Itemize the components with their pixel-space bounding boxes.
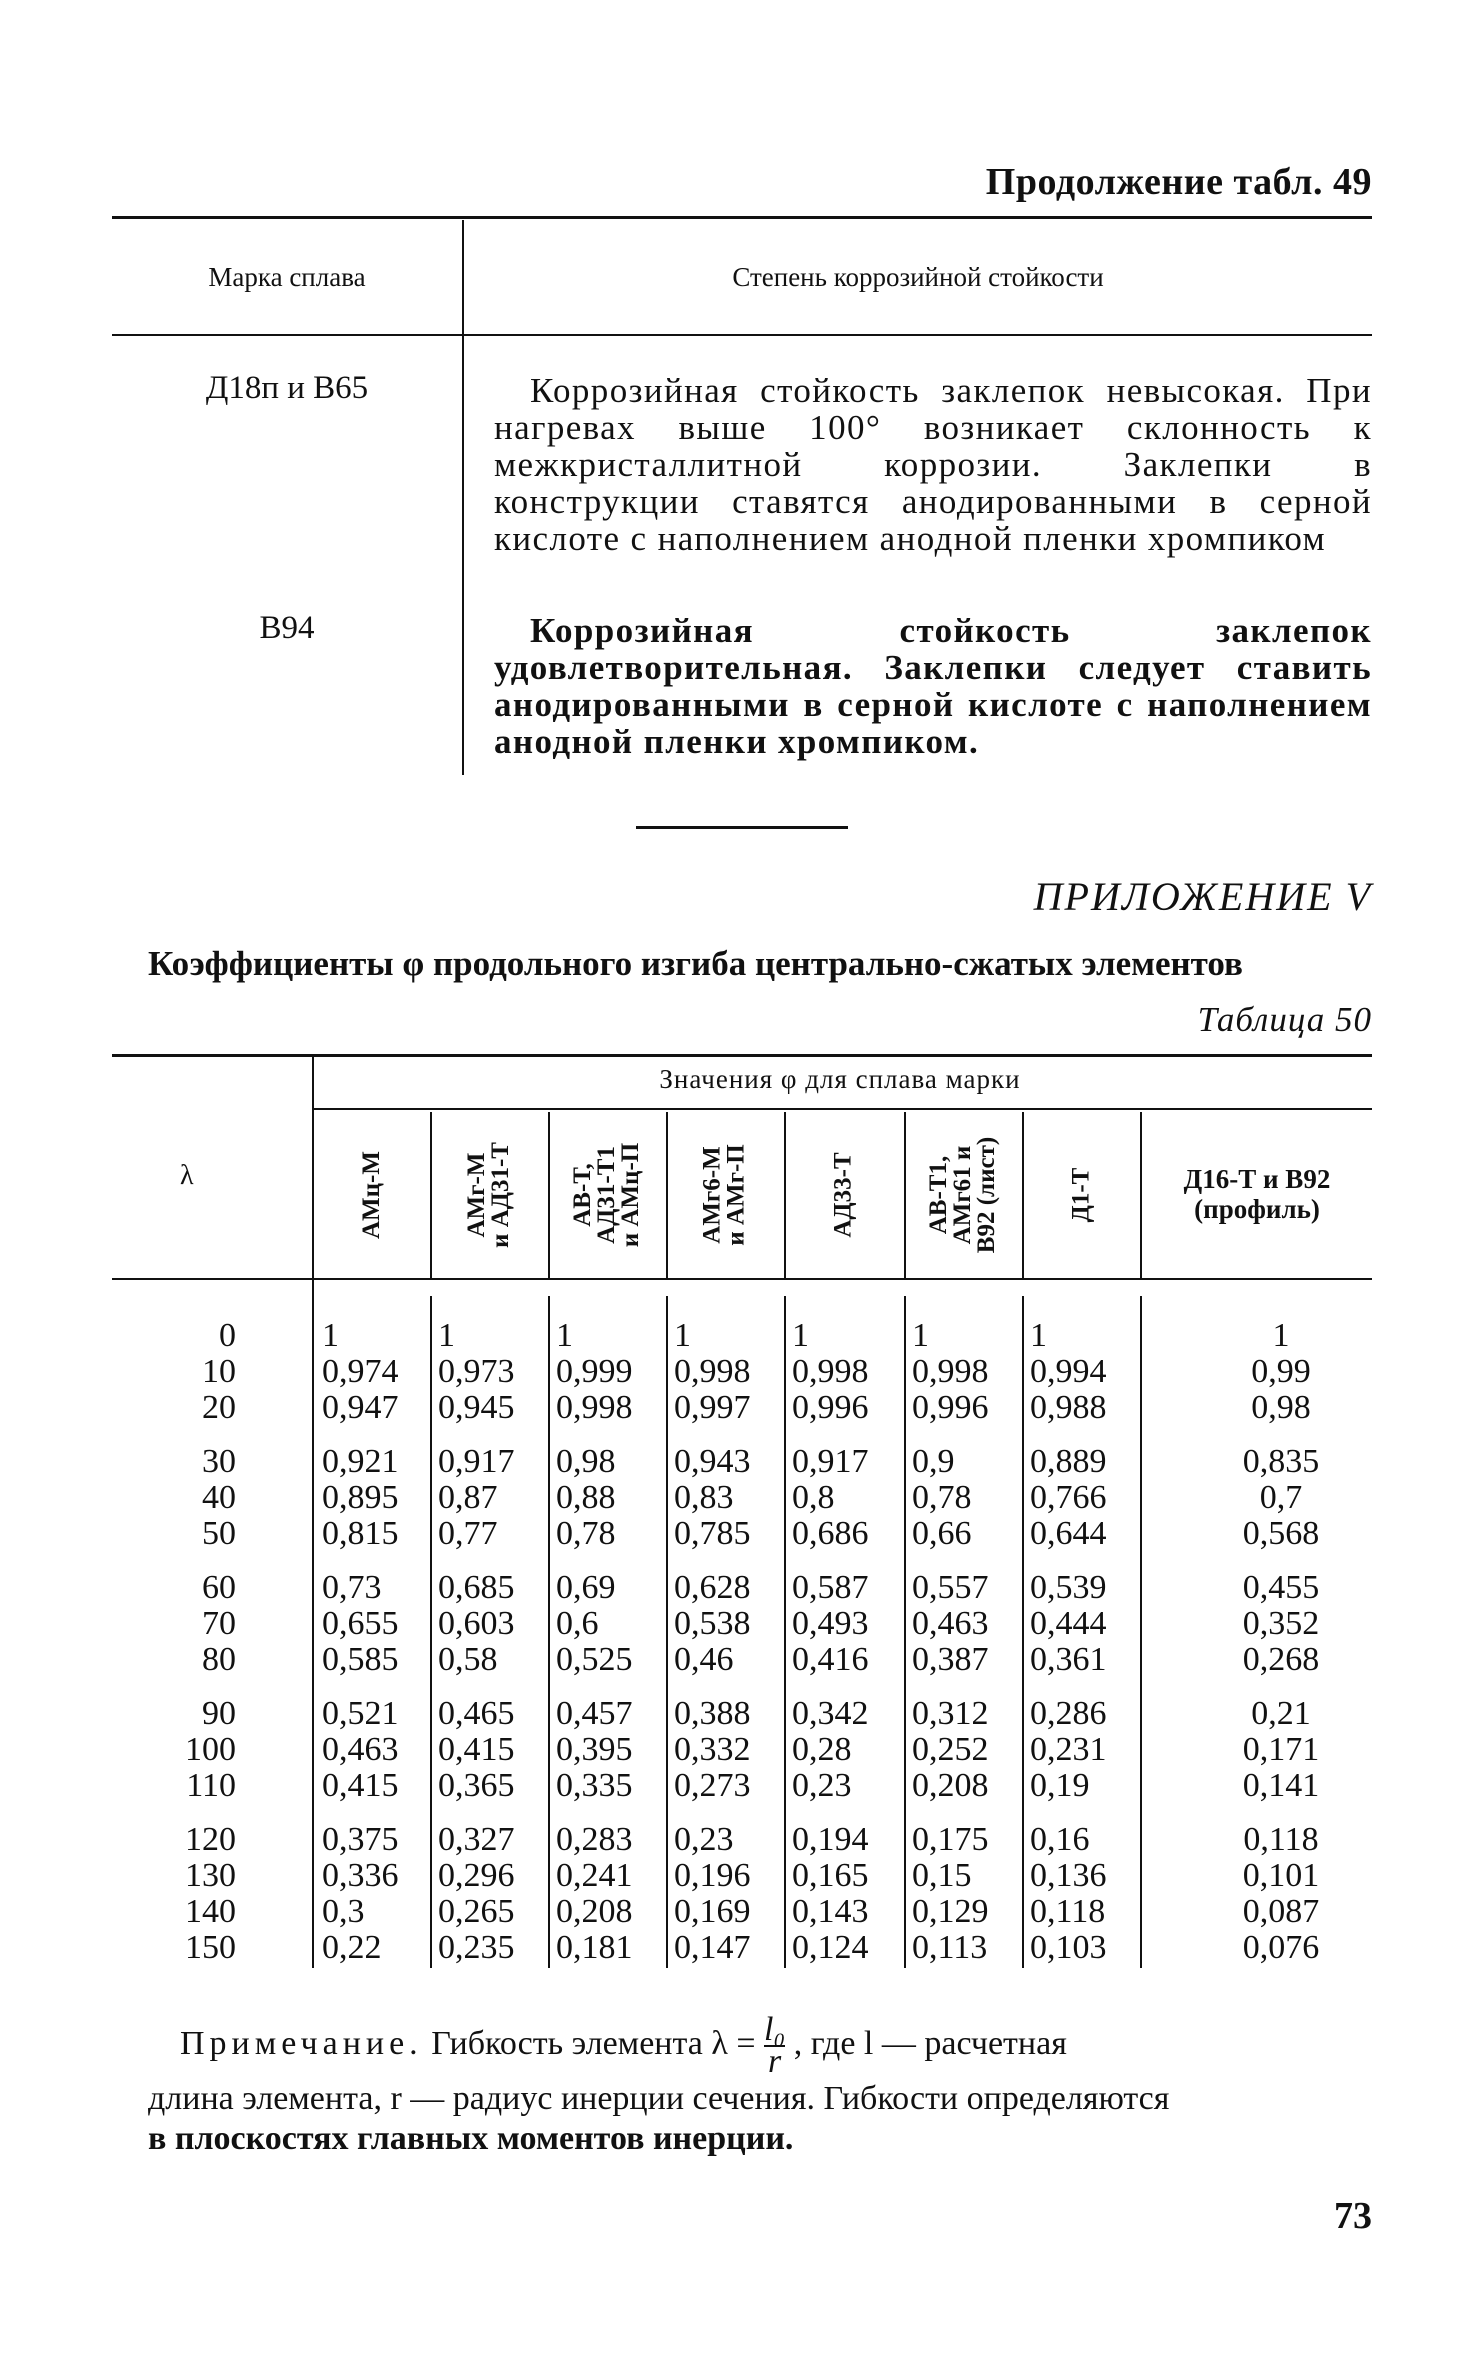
- lambda-value: 10: [202, 1353, 236, 1390]
- table-cell: 0,77: [438, 1515, 498, 1552]
- table-cell: 1: [438, 1317, 455, 1354]
- lambda-value: 90: [202, 1695, 236, 1732]
- table-cell: 0,208: [912, 1767, 989, 1804]
- table-cell: 0,352: [1242, 1605, 1320, 1642]
- table-cell: 0,361: [1030, 1641, 1107, 1678]
- column-header-line: и АД31-Т: [486, 1142, 514, 1248]
- lambda-value: 70: [202, 1605, 236, 1642]
- lambda-value: 20: [202, 1389, 236, 1426]
- fraction-numerator: l₀: [764, 2011, 786, 2048]
- table-cell: 0,943: [674, 1443, 751, 1480]
- table-cell: 0,28: [792, 1731, 852, 1768]
- last-column-header-line: Д16-Т и В92: [1183, 1164, 1331, 1194]
- table-cell: 0,7: [1259, 1479, 1303, 1516]
- table-cell: 0,8: [792, 1479, 835, 1516]
- table-cell: 0,21: [1251, 1695, 1311, 1732]
- table-cell: 0,147: [674, 1929, 751, 1966]
- column-divider: [430, 1296, 432, 1968]
- table49-alloy: В94: [259, 610, 315, 646]
- lambda-value: 100: [185, 1731, 236, 1768]
- table-cell: 0,457: [556, 1695, 633, 1732]
- table-cell: 0,101: [1242, 1857, 1320, 1894]
- column-header-line: АД33-Т: [829, 1152, 857, 1238]
- column-header-line: АВ-Т1,: [924, 1155, 952, 1235]
- table50-header-rule: [112, 1278, 1372, 1280]
- table-cell: 1: [322, 1317, 339, 1354]
- table-cell: 0,455: [1242, 1569, 1320, 1606]
- table-cell: 0,644: [1030, 1515, 1107, 1552]
- table-cell: 0,87: [438, 1479, 498, 1516]
- table-cell: 0,415: [438, 1731, 515, 1768]
- table-cell: 0,947: [322, 1389, 399, 1426]
- table-cell: 0,539: [1030, 1569, 1107, 1606]
- lambda-value: 50: [202, 1515, 236, 1552]
- table-cell: 0,998: [674, 1353, 751, 1390]
- table-cell: 0,194: [792, 1821, 869, 1858]
- table-cell: 0,994: [1030, 1353, 1107, 1390]
- table-cell: 0,83: [674, 1479, 734, 1516]
- table-cell: 0,129: [912, 1893, 989, 1930]
- table-cell: 0,628: [674, 1569, 751, 1606]
- table-cell: 0,585: [322, 1641, 399, 1678]
- table-cell: 0,336: [322, 1857, 399, 1894]
- table49-alloy: Д18п и В65: [205, 370, 369, 406]
- table-cell: 0,169: [674, 1893, 751, 1930]
- table50-top-rule: [112, 1054, 1372, 1057]
- table-cell: 0,375: [322, 1821, 399, 1858]
- table-cell: 0,78: [912, 1479, 972, 1516]
- column-divider: [904, 1296, 906, 1968]
- lambda-value: 40: [202, 1479, 236, 1516]
- lambda-value: 130: [185, 1857, 236, 1894]
- column-divider: [1140, 1296, 1142, 1968]
- table50-lambda-header: λ: [180, 1160, 194, 1191]
- table-cell: 0,15: [912, 1857, 972, 1894]
- table-cell: 0,175: [912, 1821, 989, 1858]
- table-cell: 0,241: [556, 1857, 633, 1894]
- table-cell: 0,3: [322, 1893, 365, 1930]
- table-cell: 0,327: [438, 1821, 515, 1858]
- page-number: 73: [1334, 2195, 1372, 2237]
- table-cell: 0,196: [674, 1857, 751, 1894]
- table-cell: 0,231: [1030, 1731, 1107, 1768]
- table-cell: 0,917: [792, 1443, 869, 1480]
- table-cell: 0,124: [792, 1929, 869, 1966]
- last-column-header-line: (профиль): [1194, 1194, 1320, 1224]
- table-cell: 0,395: [556, 1731, 633, 1768]
- column-divider: [1022, 1296, 1024, 1968]
- column-header-text: [924, 1136, 1000, 1254]
- table-cell: 0,997: [674, 1389, 751, 1426]
- table-cell: 0,655: [322, 1605, 399, 1642]
- table49-col-alloy: Марка сплава: [208, 262, 366, 292]
- table-cell: 0,815: [322, 1515, 399, 1552]
- table-cell: 0,973: [438, 1353, 515, 1390]
- table-cell: 0,465: [438, 1695, 515, 1732]
- table-cell: 0,463: [322, 1731, 399, 1768]
- column-header-text: [357, 1151, 385, 1239]
- table-cell: 0,235: [438, 1929, 515, 1966]
- column-header-line: Д1-Т: [1066, 1167, 1094, 1223]
- table-cell: 1: [1030, 1317, 1047, 1354]
- table-cell: 0,415: [322, 1767, 399, 1804]
- column-header-line: и АМц-П: [616, 1142, 644, 1248]
- column-header: [784, 1112, 904, 1278]
- table-cell: 0,283: [556, 1821, 633, 1858]
- table-cell: 0,785: [674, 1515, 751, 1552]
- note-text-b: , где l — расчетная: [793, 2024, 1067, 2062]
- table-cell: 1: [912, 1317, 929, 1354]
- column-divider: [666, 1296, 668, 1968]
- column-header-text: [1066, 1167, 1094, 1223]
- table-cell: 0,136: [1030, 1857, 1107, 1894]
- table-cell: 0,444: [1030, 1605, 1107, 1642]
- section-separator: [636, 826, 848, 829]
- table-cell: 0,141: [1242, 1767, 1320, 1804]
- table-cell: 0,974: [322, 1353, 399, 1390]
- table-cell: 0,118: [1243, 1821, 1319, 1858]
- table-cell: 0,996: [912, 1389, 989, 1426]
- table49-col-resistance: Степень коррозийной стойкости: [732, 262, 1104, 292]
- table-cell: 0,076: [1242, 1929, 1320, 1966]
- table-cell: 0,103: [1030, 1929, 1107, 1966]
- lambda-value: 60: [202, 1569, 236, 1606]
- note-line3: в плоскостях главных моментов инерции.: [148, 2120, 794, 2157]
- table-cell: 0,525: [556, 1641, 633, 1678]
- lambda-value: 0: [219, 1317, 236, 1354]
- table-cell: 0,181: [556, 1929, 633, 1966]
- table-cell: 0,895: [322, 1479, 399, 1516]
- column-header-line: АМц-М: [357, 1151, 385, 1239]
- table-cell: 0,568: [1242, 1515, 1320, 1552]
- column-header-line: АД31-Т1: [592, 1146, 620, 1244]
- column-header-line: В92 (лист): [972, 1136, 1000, 1254]
- note-line1: [180, 2011, 1067, 2080]
- table-cell: 0,557: [912, 1569, 989, 1606]
- table-cell: 0,603: [438, 1605, 515, 1642]
- table-cell: 1: [1272, 1317, 1290, 1354]
- table-cell: 0,587: [792, 1569, 869, 1606]
- table-cell: 0,416: [792, 1641, 869, 1678]
- note-text-a: Гибкость элемента λ =: [431, 2024, 756, 2062]
- column-header: [666, 1112, 784, 1278]
- continuation-label: Продолжение табл. 49: [985, 161, 1372, 203]
- table-cell: 0,19: [1030, 1767, 1090, 1804]
- table-cell: 0,23: [674, 1821, 734, 1858]
- table-cell: 0,921: [322, 1443, 399, 1480]
- table49-top-rule: [112, 216, 1372, 219]
- table-cell: 0,917: [438, 1443, 515, 1480]
- table-cell: 0,171: [1242, 1731, 1320, 1768]
- column-header: [430, 1112, 548, 1278]
- table-cell: 0,143: [792, 1893, 869, 1930]
- table-cell: 0,365: [438, 1767, 515, 1804]
- table49-text: Коррозийная стойкость заклепок удовлетворительная. Заклепки следует ставить анодированными в серной кислоте с наполнением анодной пленки хромпиком.: [494, 611, 1372, 761]
- column-header-line: АМг61 и: [948, 1145, 976, 1245]
- column-header-line: АМг6-М: [699, 1146, 726, 1244]
- table50-group-rule: [314, 1108, 1372, 1110]
- table-cell: 0,332: [674, 1731, 751, 1768]
- table-cell: 0,165: [792, 1857, 869, 1894]
- column-header: [904, 1112, 1022, 1278]
- lambda-value: 30: [202, 1443, 236, 1480]
- table-cell: 0,889: [1030, 1443, 1107, 1480]
- table-cell: 0,6: [556, 1605, 599, 1642]
- fraction-denominator: r: [768, 2043, 782, 2080]
- last-column-header: [1142, 1164, 1372, 1224]
- table-cell: 0,998: [792, 1353, 869, 1390]
- table49-divider: [462, 220, 464, 775]
- table-cell: 0,78: [556, 1515, 616, 1552]
- table-cell: 0,538: [674, 1605, 751, 1642]
- column-header-text: [462, 1142, 514, 1248]
- table-cell: 0,766: [1030, 1479, 1107, 1516]
- column-header-text: [701, 1144, 749, 1245]
- table-cell: 0,945: [438, 1389, 515, 1426]
- table-cell: 0,98: [1251, 1389, 1311, 1426]
- table-cell: 0,521: [322, 1695, 399, 1732]
- table-cell: 0,22: [322, 1929, 382, 1966]
- table-cell: 0,9: [912, 1443, 955, 1480]
- table-cell: 0,46: [674, 1641, 734, 1678]
- table-cell: 1: [792, 1317, 809, 1354]
- lambda-value: 120: [185, 1821, 236, 1858]
- table-cell: 0,835: [1242, 1443, 1320, 1480]
- table-cell: 0,113: [912, 1929, 988, 1966]
- table-cell: 0,998: [912, 1353, 989, 1390]
- lambda-value: 110: [186, 1767, 236, 1804]
- table-cell: 0,208: [556, 1893, 633, 1930]
- table-cell: 0,88: [556, 1479, 616, 1516]
- lambda-value: 150: [185, 1929, 236, 1966]
- column-header-line: и АМг-П: [723, 1144, 750, 1246]
- table-cell: 0,98: [556, 1443, 616, 1480]
- table-cell: 0,388: [674, 1695, 751, 1732]
- table-cell: 0,268: [1242, 1641, 1320, 1678]
- table-cell: 0,342: [792, 1695, 869, 1732]
- table50-group-header: Значения φ для сплава марки: [659, 1064, 1021, 1094]
- table-cell: 0,686: [792, 1515, 869, 1552]
- table-cell: 0,118: [1030, 1893, 1106, 1930]
- table-cell: 0,99: [1251, 1353, 1311, 1390]
- table-cell: 0,16: [1030, 1821, 1090, 1858]
- column-divider: [784, 1296, 786, 1968]
- table-cell: 0,387: [912, 1641, 989, 1678]
- table-cell: 0,73: [322, 1569, 382, 1606]
- column-header-text: [829, 1152, 857, 1238]
- table-cell: 0,296: [438, 1857, 515, 1894]
- table-cell: 0,087: [1242, 1893, 1320, 1930]
- table-cell: 0,273: [674, 1767, 751, 1804]
- table-cell: 0,335: [556, 1767, 633, 1804]
- table-cell: 0,66: [912, 1515, 972, 1552]
- table-cell: 1: [674, 1317, 691, 1354]
- note-label: Примечание.: [180, 2024, 423, 2062]
- table-cell: 0,69: [556, 1569, 616, 1606]
- table-cell: 0,999: [556, 1353, 633, 1390]
- appendix-title: Коэффициенты φ продольного изгиба центрально-сжатых элементов: [148, 944, 1243, 983]
- table-cell: 0,286: [1030, 1695, 1107, 1732]
- column-header: [548, 1112, 666, 1278]
- column-header-line: АВ-Т,: [568, 1163, 596, 1227]
- table-cell: 0,58: [438, 1641, 498, 1678]
- lambda-value: 140: [185, 1893, 236, 1930]
- table-cell: 0,996: [792, 1389, 869, 1426]
- table49-text: Коррозийная стойкость заклепок невысокая. При нагревах выше 100° возникает склонность к межкристаллитной коррозии. Заклепки в конструкции ставятся анодированными в серной кислоте с наполнением анодной пленки хромпиком: [494, 371, 1372, 558]
- table-cell: 0,493: [792, 1605, 869, 1642]
- table-cell: 0,312: [912, 1695, 989, 1732]
- table-cell: 0,265: [438, 1893, 515, 1930]
- column-header-line: АМг-М: [462, 1152, 490, 1238]
- table-cell: 0,685: [438, 1569, 515, 1606]
- table-label: Таблица 50: [1197, 1000, 1372, 1039]
- column-header: [1022, 1112, 1140, 1278]
- table49-header-rule: [112, 334, 1372, 336]
- column-header: [314, 1112, 430, 1278]
- column-divider: [548, 1296, 550, 1968]
- column-header-text: [568, 1142, 644, 1248]
- table-cell: 0,23: [792, 1767, 852, 1804]
- appendix-label: ПРИЛОЖЕНИЕ V: [1033, 874, 1372, 919]
- table-cell: 0,463: [912, 1605, 989, 1642]
- table-cell: 0,252: [912, 1731, 989, 1768]
- lambda-value: 80: [202, 1641, 236, 1678]
- table-cell: 1: [556, 1317, 573, 1354]
- lambda-fraction: [764, 2011, 786, 2080]
- table-cell: 0,998: [556, 1389, 633, 1426]
- note-line2: длина элемента, r — радиус инерции сечения. Гибкости определяются: [148, 2080, 1170, 2117]
- table-cell: 0,988: [1030, 1389, 1107, 1426]
